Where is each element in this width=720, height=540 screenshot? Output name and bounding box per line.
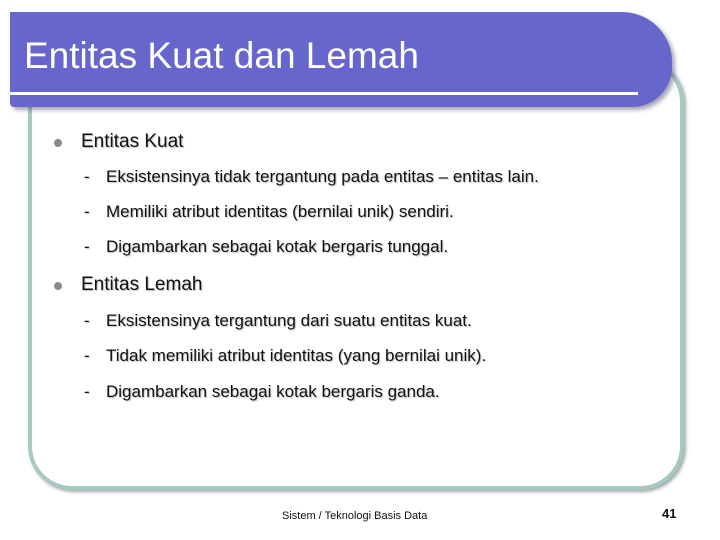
bullet-dot-icon <box>54 139 62 147</box>
bullet-entitas-kuat <box>54 131 183 153</box>
sub-item <box>84 311 472 331</box>
page-number: 41 <box>662 506 677 521</box>
slide-footer: Sistem / Teknologi Basis Data <box>282 510 428 522</box>
dash-marker: - <box>84 346 90 365</box>
sub-item-text: Eksistensinya tidak tergantung pada entitas – entitas lain. <box>106 167 539 186</box>
dash-marker: - <box>84 237 90 256</box>
dash-marker: - <box>84 202 90 221</box>
bullet-heading: Entitas Kuat <box>81 131 184 152</box>
sub-item <box>84 346 486 366</box>
sub-item <box>84 167 539 187</box>
sub-item <box>84 382 440 402</box>
dash-marker: - <box>84 167 90 186</box>
sub-item-text: Digambarkan sebagai kotak bergaris tunggal. <box>106 237 449 256</box>
dash-marker: - <box>84 382 90 401</box>
slide-title: Entitas Kuat dan Lemah <box>24 35 419 76</box>
sub-item-text: Eksistensinya tergantung dari suatu entitas kuat. <box>106 311 472 330</box>
bullet-heading: Entitas Lemah <box>81 274 203 295</box>
sub-item-text: Tidak memiliki atribut identitas (yang bernilai unik). <box>106 346 487 365</box>
sub-item <box>84 237 448 257</box>
bullet-entitas-lemah <box>54 274 202 296</box>
sub-item-text: Memiliki atribut identitas (bernilai unik) sendiri. <box>106 202 454 221</box>
bullet-dot-icon <box>54 282 62 290</box>
sub-item-text: Digambarkan sebagai kotak bergaris ganda. <box>106 382 440 401</box>
sub-item <box>84 202 454 222</box>
dash-marker: - <box>84 311 90 330</box>
